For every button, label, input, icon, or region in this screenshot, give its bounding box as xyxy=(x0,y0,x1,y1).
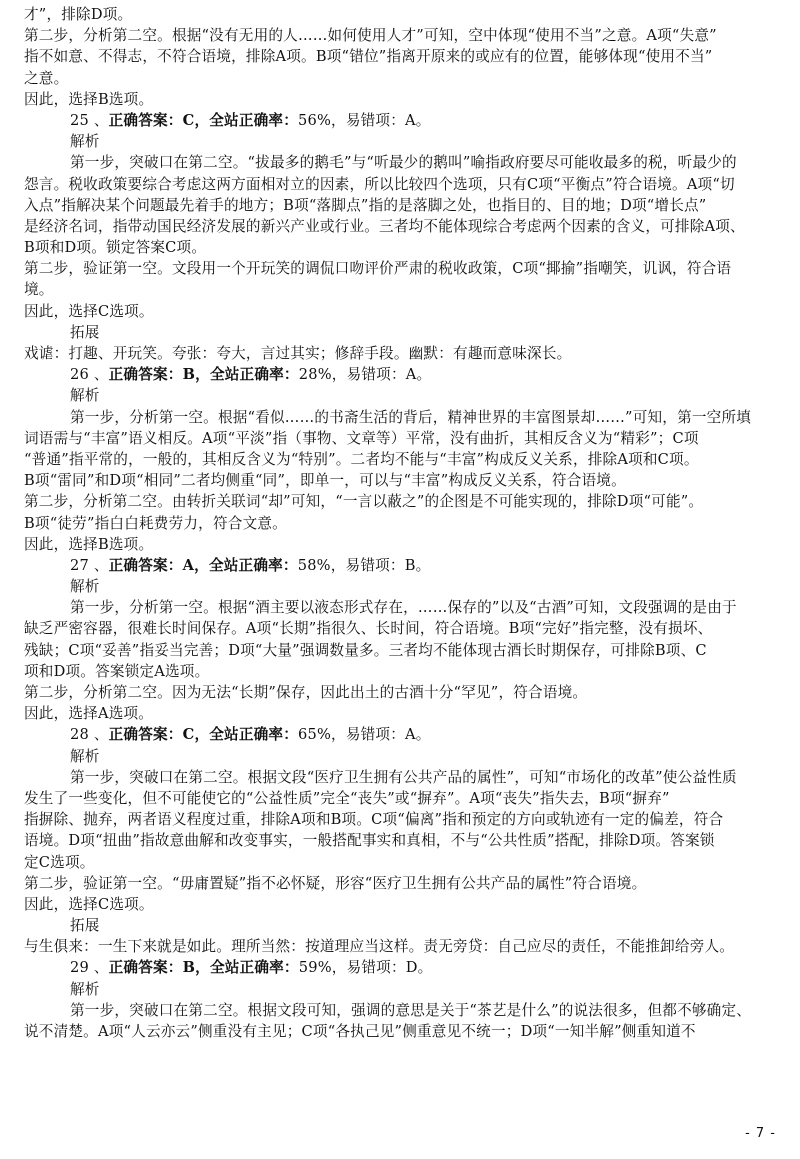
answer-label: 正确答案： xyxy=(108,366,183,384)
rate-value: 59% xyxy=(298,959,332,977)
text-line: 第二步，分析第二空。因为无法“长期”保存，因此出土的古酒十分“罕见”，符合语境。 xyxy=(24,684,588,701)
text-line: 残缺；C项“妥善”指妥当完善；D项“大量”强调数量多。三者均不能体现古酒长时期保存，可排除B项、C xyxy=(24,641,707,659)
answer-number: 29 xyxy=(70,959,89,977)
wrong-option: 易错项：A。 xyxy=(345,726,431,744)
text-line: B项和D项。锁定答案C项。 xyxy=(24,239,207,257)
text-line: 解析 xyxy=(70,133,100,151)
text-line: 解析 xyxy=(70,747,100,765)
text-line: 缺乏严密容器，很难长时间保存。A项“长期”指很久、长时间，符合语境。B项“完好”指完整，没有损坏、 xyxy=(24,620,713,638)
text-line: 第二步，分析第二空。根据“没有无用的人……如何使用人才”可知，空中体现“使用不当”之意。A项“失意” xyxy=(24,27,717,45)
answer-line-29 xyxy=(24,957,776,978)
answer-label: 正确答案： xyxy=(108,959,183,977)
text-line: 与生俱来：一生下来就是如此。理所当然：按道理应当这样。责无旁贷：自己应尽的责任，不能推卸给旁人。 xyxy=(24,938,735,956)
rate-label: 全站正确率： xyxy=(208,556,298,574)
answer-line-26 xyxy=(24,364,776,385)
answer-value: C xyxy=(182,726,195,744)
text-line: 第二步，分析第二空。由转折关联词“却”可知，“一言以蔽之”的企图是不可能实现的，排除D项“可能”。 xyxy=(24,493,704,511)
separator: 、 xyxy=(88,726,109,744)
text-line: 因此，选择B选项。 xyxy=(24,90,154,108)
separator: ， xyxy=(330,556,346,574)
separator: ， xyxy=(194,556,209,574)
text-line: 第一步，分析第一空。根据“看似……的书斋生活的背后，精神世界的丰富图景却……”可知，第一空所填 xyxy=(70,408,752,426)
rate-label: 全站正确率： xyxy=(209,366,299,384)
rate-value: 28% xyxy=(298,366,332,384)
rate-label: 全站正确率： xyxy=(209,111,298,129)
text-line: 因此，选择C选项。 xyxy=(24,302,154,320)
text-line: 之意。 xyxy=(24,69,69,87)
wrong-option: 易错项：A。 xyxy=(345,111,431,129)
rate-value: 65% xyxy=(298,726,332,744)
answer-number: 25 xyxy=(70,111,89,129)
document-page xyxy=(24,4,776,1114)
wrong-option: 易错项：D。 xyxy=(346,959,433,977)
text-line: 解析 xyxy=(70,387,100,405)
text-line: 第一步，分析第一空。根据“酒主要以液态形式存在，……保存的”以及“古酒”可知，文段强调的是由于 xyxy=(70,599,737,617)
text-line: “普通”指平常的，一般的，其相反含义为“特别”。二者均不能与“丰富”构成反义关系，排除A项和C项。 xyxy=(24,450,699,468)
text-line: 第一步，突破口在第二空。“拔最多的鹅毛”与“听最少的鹅叫”喻指政府要尽可能收最多的税，听最少的 xyxy=(70,154,737,172)
rate-value: 58% xyxy=(297,556,331,574)
answer-number: 27 xyxy=(70,556,89,574)
separator: ， xyxy=(194,726,210,744)
text-line: 才”，排除D项。 xyxy=(24,6,133,23)
text-line: 拓展 xyxy=(70,917,100,935)
text-line: 指摒除、抛弃，两者语义程度过重，排除A项和B项。C项“偏离”指和预定的方向或轨迹有一定的偏差，符合 xyxy=(24,811,724,829)
separator: ， xyxy=(195,366,210,384)
text-line: 拓展 xyxy=(70,323,100,341)
text-line: 项和D项。答案锁定A选项。 xyxy=(24,662,210,680)
answer-line-28 xyxy=(24,724,776,745)
wrong-option: 易错项：B。 xyxy=(345,556,431,574)
text-line: 戏谑：打趣、开玩笑。夸张：夸大，言过其实；修辞手段。幽默：有趣而意味深长。 xyxy=(24,345,572,362)
text-line: 说不清楚。A项“人云亦云”侧重没有主见；C项“各执己见”侧重意见不统一；D项“一知半解”侧重知道不 xyxy=(24,1023,696,1040)
separator: 、 xyxy=(88,959,109,977)
rate-value: 56% xyxy=(298,111,332,129)
answer-label: 正确答案： xyxy=(108,726,183,744)
answer-value: B xyxy=(182,959,196,977)
text-line: 第一步，突破口在第二空。根据文段可知，强调的意思是关于“茶艺是什么”的说法很多，但都不够确定、 xyxy=(70,1001,752,1019)
separator: ， xyxy=(331,726,346,744)
answer-label: 正确答案： xyxy=(108,111,183,129)
text-line: 解析 xyxy=(70,980,100,998)
answer-value: A xyxy=(182,556,195,574)
text-line: 指不如意、不得志，不符合语境，排除A项。B项“错位”指离开原来的或应有的位置，能够体现“使用不当” xyxy=(24,48,713,66)
answer-value: C xyxy=(182,111,195,129)
rate-label: 全站正确率： xyxy=(209,959,299,977)
answer-number: 28 xyxy=(70,726,89,744)
text-line: 第二步，验证第一空。“毋庸置疑”指不必怀疑，形容“医疗卫生拥有公共产品的属性”符合语境。 xyxy=(24,874,647,892)
text-line: 第一步，突破口在第二空。根据文段“医疗卫生拥有公共产品的属性”，可知“市场化的改革”使公益性质 xyxy=(70,768,737,786)
answer-label: 正确答案： xyxy=(108,556,183,574)
separator: ， xyxy=(331,366,347,384)
separator: ， xyxy=(194,111,210,129)
text-line: 语境。D项“扭曲”指故意曲解和改变事实，一般搭配事实和真相，不与“公共性质”搭配，排除D项。答案锁 xyxy=(24,832,715,850)
page-number: - 7 - xyxy=(745,1126,776,1141)
text-line: 因此，选择B选项。 xyxy=(24,535,154,553)
text-line: 因此，选择C选项。 xyxy=(24,895,154,913)
text-line: 词语需与“丰富”语义相反。A项“平淡”指（事物、文章等）平常，没有曲折，其相反含义为“精彩”；C项 xyxy=(24,429,699,447)
separator: ， xyxy=(195,959,210,977)
text-line: 第二步，验证第一空。文段用一个开玩笑的调侃口吻评价严肃的税收政策，C项“揶揄”指嘲笑，讥讽，符合语 xyxy=(24,260,732,278)
text-line: 因此，选择A选项。 xyxy=(24,705,154,723)
answer-number: 26 xyxy=(70,366,89,384)
separator: 、 xyxy=(88,366,109,384)
text-line: 怨言。税收政策要综合考虑这两方面相对立的因素，所以比较四个选项，只有C项“平衡点”符合语境。A项“切 xyxy=(24,175,735,193)
text-line: B项“徒劳”指白白耗费劳力，符合文意。 xyxy=(24,514,287,532)
text-line: 发生了一些变化，但不可能使它的“公益性质”完全“丧失”或“摒弃”。A项“丧失”指失去，B项“摒弃” xyxy=(24,789,670,807)
answer-line-27 xyxy=(24,555,776,576)
separator: ， xyxy=(331,111,346,129)
text-line: 解析 xyxy=(70,578,100,596)
separator: 、 xyxy=(88,556,109,574)
text-line: 是经济名词，指带动国民经济发展的新兴产业或行业。三者均不能体现综合考虑两个因素的含义，可排除A项、 xyxy=(24,217,745,235)
text-line: B项“雷同”和D项“相同”二者均侧重“同”，即单一，可以与“丰富”构成反义关系，符合语境。 xyxy=(24,472,626,490)
wrong-option: 易错项：A。 xyxy=(346,366,432,384)
separator: ， xyxy=(331,959,347,977)
rate-label: 全站正确率： xyxy=(209,726,298,744)
answer-line-25 xyxy=(24,110,776,131)
text-line: 入点”指解决某个问题最先着手的地方；B项“落脚点”指的是落脚之处，也指目的、目的地；D项“增长点” xyxy=(24,196,707,214)
separator: 、 xyxy=(88,111,109,129)
text-line: 境。 xyxy=(24,281,54,299)
text-line: 定C选项。 xyxy=(24,853,95,871)
answer-value: B xyxy=(182,366,196,384)
